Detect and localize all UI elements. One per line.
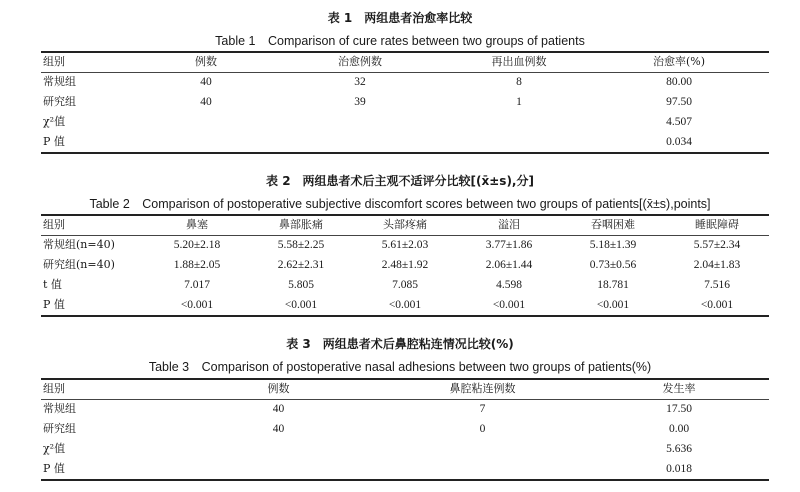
table1-cell (271, 112, 449, 132)
table1-cell: 1 (516, 96, 522, 108)
table1-cell (141, 112, 271, 132)
table1-row (41, 132, 769, 152)
table2-cell: 4.598 (496, 279, 522, 291)
table2-cell: P 值 (43, 298, 65, 311)
table1-header-cell: 治愈率(%) (652, 55, 706, 68)
table1-header-cell: 组别 (43, 55, 65, 68)
table2-bottom-rule (41, 315, 769, 317)
table2-cell: <0.001 (180, 299, 214, 311)
table2-row (41, 235, 769, 255)
table2-cell: 7.085 (392, 279, 418, 291)
table3-header-cell: 组别 (43, 382, 65, 395)
table2-header-cell: 吞咽困难 (591, 218, 635, 231)
table1-cell: 40 (200, 76, 212, 88)
table2-cell: 5.18±1.39 (589, 239, 637, 251)
table2-cell: <0.001 (596, 299, 630, 311)
table1-caption-zh: 表 1 两组患者治愈率比较 (327, 11, 473, 25)
table1-cell: 40 (200, 96, 212, 108)
table2-row (41, 275, 769, 295)
table2-cell: 7.516 (704, 279, 730, 291)
table1-header-cell: 例数 (195, 55, 217, 68)
table3-bottom-rule (41, 479, 769, 481)
table3-cell: P 值 (43, 462, 65, 475)
table2-header-cell: 睡眠障碍 (695, 218, 739, 231)
table2-header-cell: 组别 (43, 218, 65, 231)
table3-cell: 0 (479, 423, 486, 435)
table3-header-cell: 发生率 (662, 382, 696, 395)
table3 (41, 379, 769, 479)
table3-row (41, 459, 769, 479)
table2-cell: 5.61±2.03 (381, 239, 429, 251)
table3-cell (376, 439, 589, 459)
table1-cell (449, 112, 589, 132)
table2-cell: 5.57±2.34 (693, 239, 741, 251)
table1-cell: P 值 (43, 135, 65, 148)
table3-cell: 常规组 (43, 402, 76, 415)
table2-cell: 18.781 (597, 279, 629, 291)
table1-cell (141, 132, 271, 152)
table3-cell (376, 459, 589, 479)
table1-row (41, 112, 769, 132)
table3-cell: 7 (479, 403, 486, 415)
table3-cell: 40 (272, 423, 285, 435)
table3-row (41, 439, 769, 459)
table2-header-cell: 鼻部胀痛 (279, 218, 323, 231)
table2-cell: 5.58±2.25 (277, 239, 325, 251)
table2-cell: 3.77±1.86 (485, 239, 533, 251)
table1-bottom-rule (41, 152, 769, 154)
table1-cell: 39 (354, 96, 366, 108)
table2-cell: t 值 (43, 278, 62, 291)
table2-caption-zh: 表 2 两组患者术后主观不适评分比较[(x̄±s),分] (266, 174, 534, 188)
table2-cell: 2.04±1.83 (693, 259, 741, 271)
table2-header-cell: 鼻塞 (186, 218, 208, 231)
table1-header-rule (41, 72, 769, 73)
table3-cell: 研究组 (43, 422, 76, 435)
table2-row (41, 255, 769, 275)
table1-caption-en: Table 1 Comparison of cure rates between two groups of patients (215, 34, 585, 48)
table2-header-cell: 头部疼痛 (383, 218, 427, 231)
table1-cell: 常规组 (43, 75, 76, 88)
table2-cell: <0.001 (700, 299, 734, 311)
table2-cell: 研究组(n=40) (43, 258, 115, 271)
table2-cell: <0.001 (388, 299, 422, 311)
table3-header-cell: 鼻腔粘连例数 (449, 382, 516, 395)
table3-header-cell: 例数 (267, 382, 290, 395)
table2-cell: 1.88±2.05 (173, 259, 221, 271)
table3-cell: 17.50 (666, 403, 692, 415)
table1-cell: χ²值 (43, 115, 66, 128)
table1-cell (271, 132, 449, 152)
table2-cell: <0.001 (284, 299, 318, 311)
table1-cell: 研究组 (43, 95, 76, 108)
table1-cell: 8 (516, 76, 522, 88)
table2-cell: 0.73±0.56 (589, 259, 637, 271)
table1-cell: 97.50 (666, 96, 692, 108)
table3-header-rule (41, 399, 769, 400)
table3-cell: 40 (272, 403, 285, 415)
table1-row (41, 72, 769, 92)
table1-cell: 4.507 (666, 116, 692, 128)
table2-cell: 2.06±1.44 (485, 259, 533, 271)
table2-header-cell: 溢泪 (498, 218, 520, 231)
table2-cell: 5.20±2.18 (173, 239, 221, 251)
table2-cell: 常规组(n=40) (43, 238, 115, 251)
table3-cell (181, 459, 376, 479)
table2-header-rule (41, 235, 769, 236)
table3-cell: 5.636 (666, 443, 692, 455)
table2-header-row (41, 215, 769, 235)
table3-cell: 0.018 (666, 463, 692, 475)
table2-row (41, 295, 769, 315)
table1-row (41, 92, 769, 112)
table1-header-row (41, 52, 769, 72)
table1-cell: 0.034 (666, 136, 692, 148)
table1-header-cell: 治愈例数 (338, 55, 382, 68)
table3-caption-zh: 表 3 两组患者术后鼻腔粘连情况比较(%) (286, 337, 514, 351)
table3-cell: χ²值 (43, 442, 66, 455)
table1-cell: 80.00 (666, 76, 692, 88)
table2-cell: 2.48±1.92 (381, 259, 429, 271)
table2-cell: 7.017 (184, 279, 210, 291)
table3-header-row (41, 379, 769, 399)
table1-cell (449, 132, 589, 152)
table3-row (41, 399, 769, 419)
table1 (41, 52, 769, 152)
table1-header-cell: 再出血例数 (491, 55, 547, 68)
table3-cell: 0.00 (668, 423, 690, 435)
table2-cell: 5.805 (288, 279, 314, 291)
table3-row (41, 419, 769, 439)
table2-cell: 2.62±2.31 (277, 259, 325, 271)
table2-cell: <0.001 (492, 299, 526, 311)
table2 (41, 215, 769, 315)
table3-caption-en: Table 3 Comparison of postoperative nasal adhesions between two groups of patients(%) (148, 360, 652, 374)
table2-caption-en: Table 2 Comparison of postoperative subjective discomfort scores between two groups of patients[(x̄±s),points] (89, 197, 711, 211)
table1-cell: 32 (354, 76, 366, 88)
table3-cell (181, 439, 376, 459)
